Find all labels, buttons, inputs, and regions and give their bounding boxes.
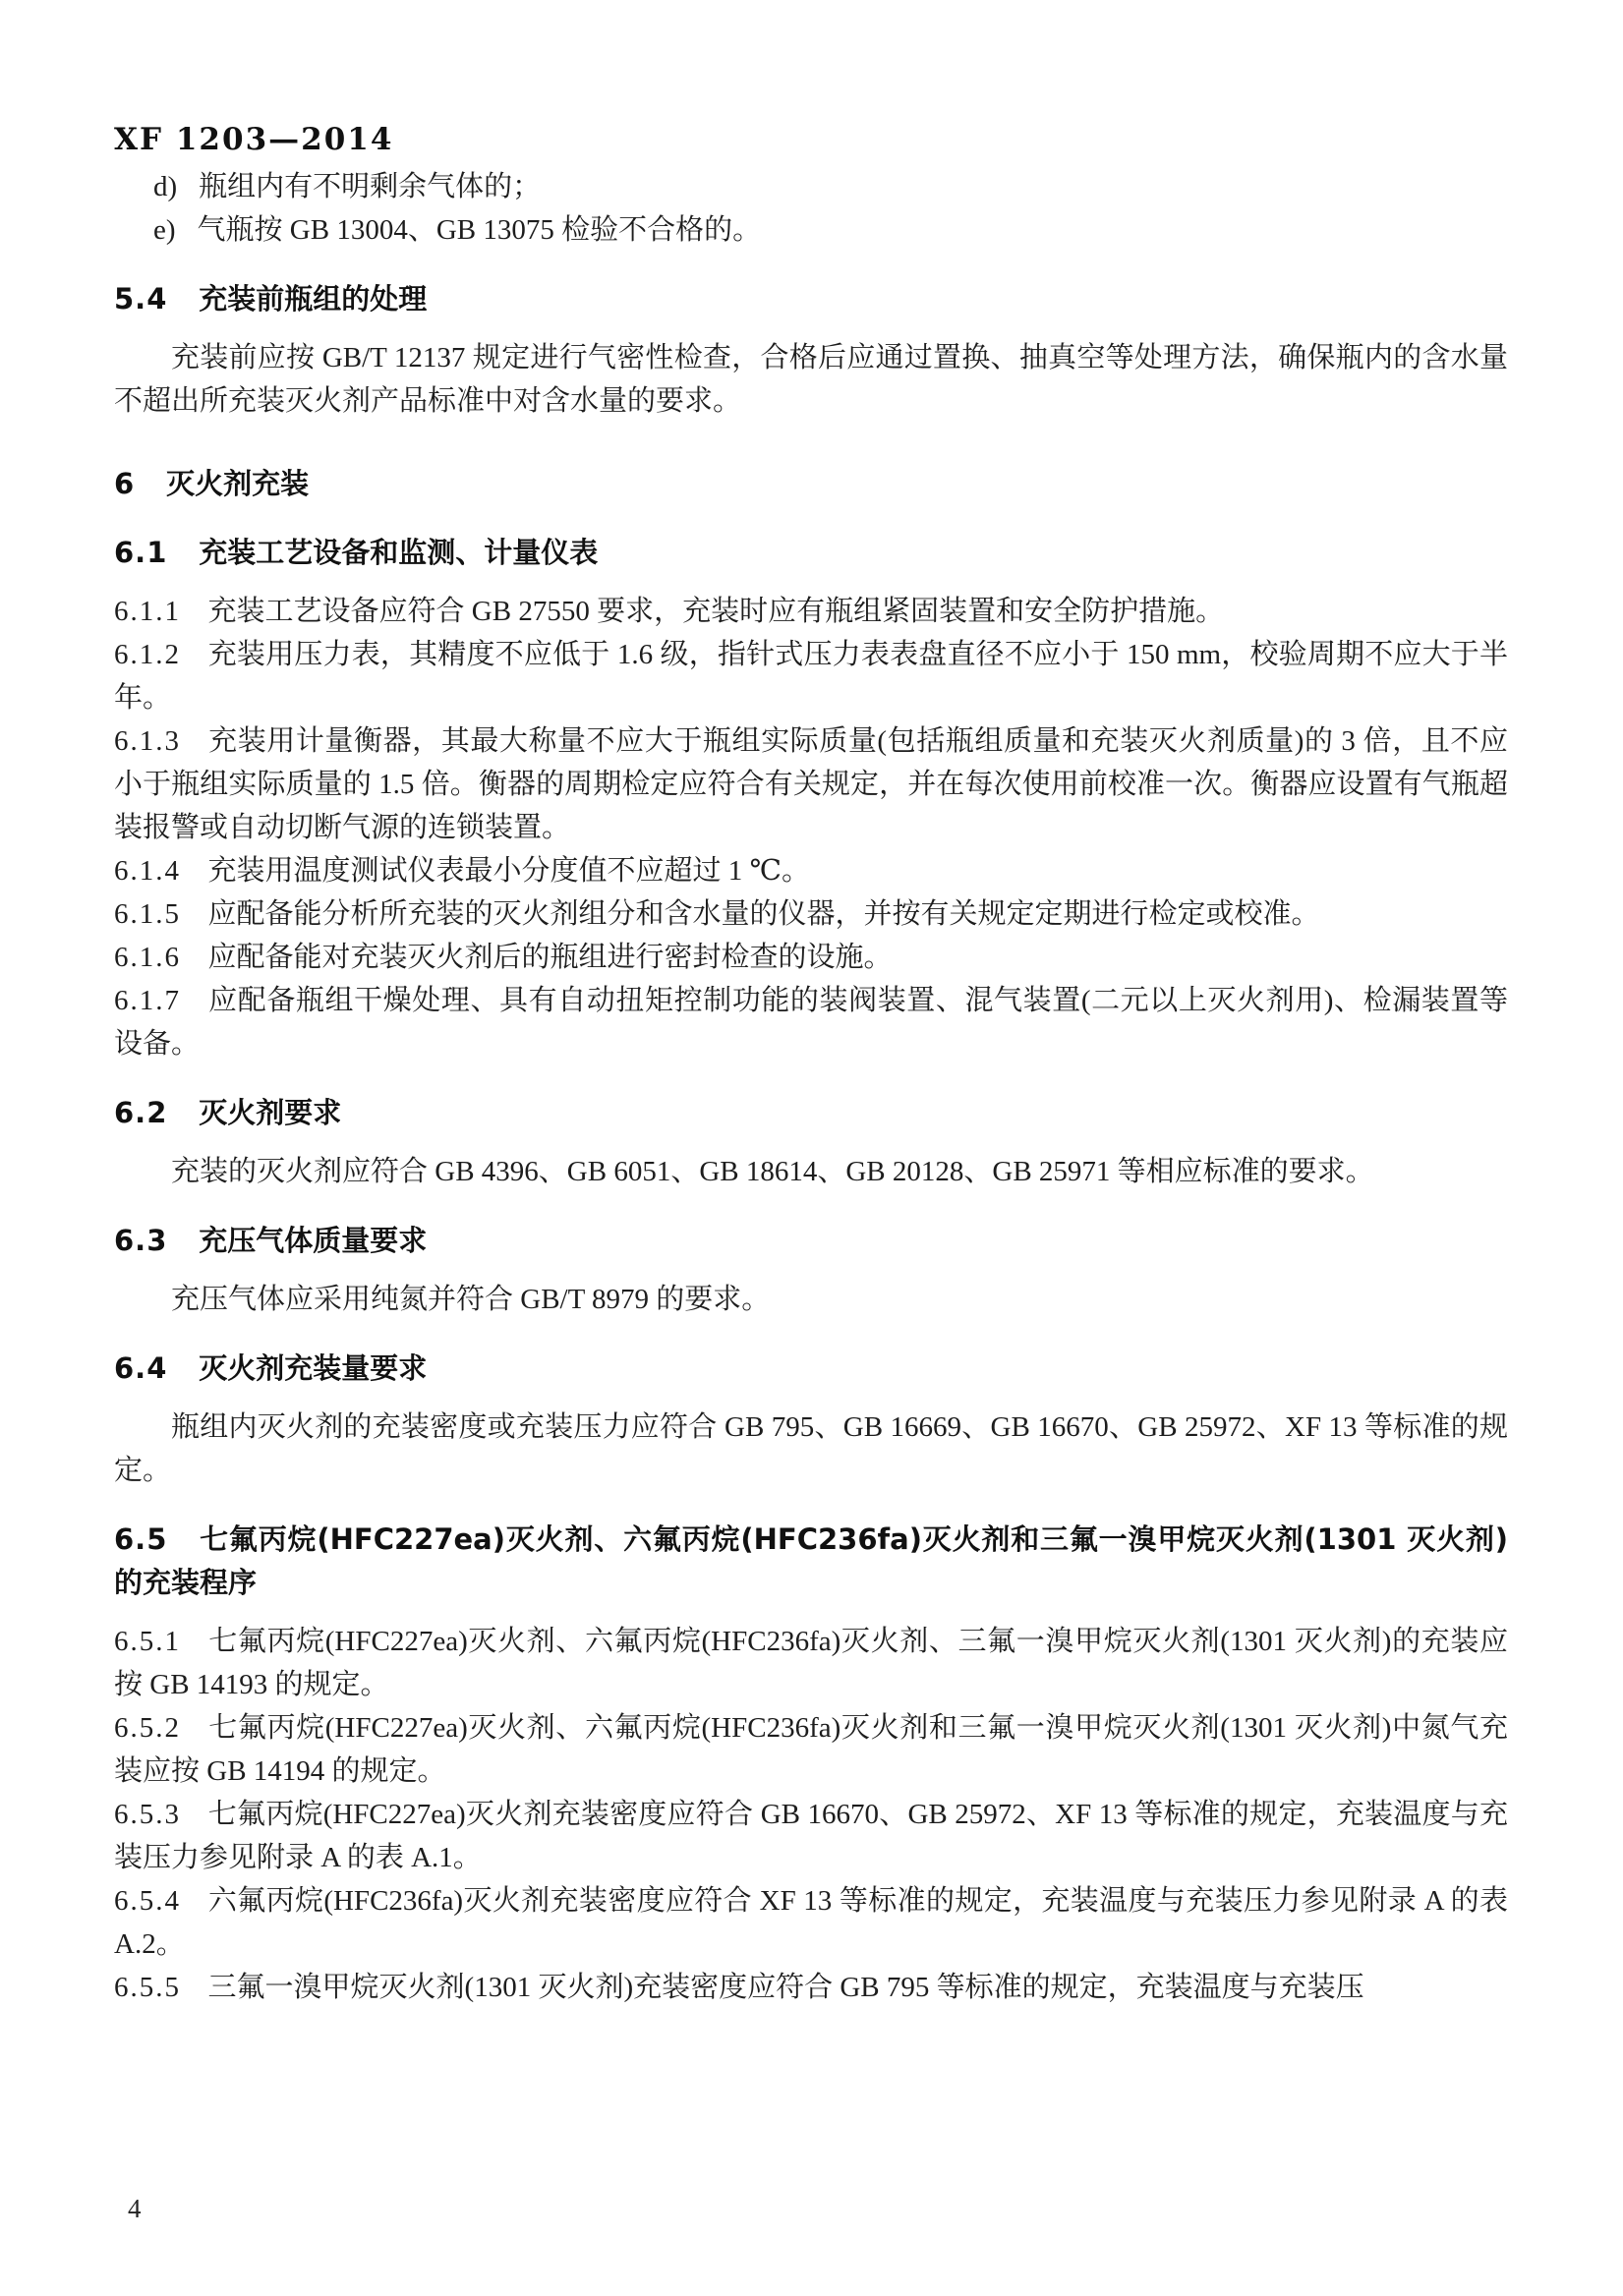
clause-text: 七氟丙烷(HFC227ea)灭火剂充装密度应符合 GB 16670、GB 25972、XF 13 等标准的规定，充装温度与充装压力参见附录 A 的表 A.1。	[114, 1799, 1508, 1873]
clause-number: 6.5.1	[114, 1626, 181, 1657]
section-title: 灭火剂要求	[199, 1096, 342, 1129]
clause-number: 6.1.6	[114, 942, 181, 973]
clause-number: 6.5.4	[114, 1885, 181, 1917]
section-heading-5-4	[114, 277, 1508, 320]
document-content	[114, 165, 1508, 2009]
section-heading-6-4	[114, 1347, 1508, 1390]
clause-6-1-1	[114, 590, 1508, 633]
section-number: 6.4	[114, 1351, 168, 1385]
clause-text: 应配备能对充装灭火剂后的瓶组进行密封检查的设施。	[207, 942, 893, 973]
section-title: 灭火剂充装	[166, 467, 310, 500]
clause-text: 充装用压力表，其精度不应低于 1.6 级，指针式压力表表盘直径不应小于 150 mm，校验周期不应大于半年。	[114, 639, 1508, 714]
section-title: 灭火剂充装量要求	[199, 1351, 428, 1385]
list-item-label: d)	[153, 171, 178, 202]
clause-6-1-6	[114, 936, 1508, 979]
section-title: 充压气体质量要求	[199, 1224, 428, 1257]
list-item-label: e)	[153, 214, 176, 246]
clause-text: 七氟丙烷(HFC227ea)灭火剂、六氟丙烷(HFC236fa)灭火剂、三氟一溴甲烷灭火剂(1301 灭火剂)的充装应按 GB 14193 的规定。	[114, 1626, 1508, 1700]
section-title: 充装工艺设备和监测、计量仪表	[199, 536, 599, 569]
section-number: 5.4	[114, 282, 168, 316]
clause-6-5-4	[114, 1879, 1508, 1966]
clause-6-5-5	[114, 1966, 1508, 2009]
section-heading-6-5	[114, 1518, 1508, 1604]
list-item-e	[114, 208, 1508, 252]
document-header	[114, 122, 393, 157]
clause-6-1-3	[114, 719, 1508, 849]
section-number: 6.3	[114, 1224, 168, 1257]
section-heading-6-1	[114, 531, 1508, 574]
clause-6-1-4	[114, 849, 1508, 892]
clause-text: 应配备能分析所充装的灭火剂组分和含水量的仪器，并按有关规定定期进行检定或校准。	[207, 898, 1320, 930]
clause-text: 七氟丙烷(HFC227ea)灭火剂、六氟丙烷(HFC236fa)灭火剂和三氟一溴甲烷灭火剂(1301 灭火剂)中氮气充装应按 GB 14194 的规定。	[114, 1712, 1508, 1787]
clause-number: 6.5.3	[114, 1799, 181, 1830]
section-number: 6.5	[114, 1522, 168, 1556]
section-heading-6	[114, 462, 1508, 505]
clause-number: 6.1.7	[114, 985, 181, 1016]
clause-number: 6.1.1	[114, 596, 181, 627]
clause-text: 充装用温度测试仪表最小分度值不应超过 1 ℃。	[207, 855, 810, 887]
clause-number: 6.1.4	[114, 855, 181, 887]
paragraph-5-4: 充装前应按 GB/T 12137 规定进行气密性检查，合格后应通过置换、抽真空等处理方法，确保瓶内的含水量不超出所充装灭火剂产品标准中对含水量的要求。	[114, 342, 1508, 417]
list-item-text: 气瓶按 GB 13004、GB 13075 检验不合格的。	[197, 214, 762, 246]
paragraph-6-4: 瓶组内灭火剂的充装密度或充装压力应符合 GB 795、GB 16669、GB 16670、GB 25972、XF 13 等标准的规定。	[114, 1411, 1508, 1486]
clause-text: 应配备瓶组干燥处理、具有自动扭矩控制功能的装阀装置、混气装置(二元以上灭火剂用)、检漏装置等设备。	[114, 985, 1508, 1060]
section-title: 充装前瓶组的处理	[199, 282, 428, 316]
clause-number: 6.1.3	[114, 725, 181, 757]
clause-6-1-2	[114, 633, 1508, 719]
clause-6-1-7	[114, 979, 1508, 1065]
clause-number: 6.1.2	[114, 639, 181, 670]
page-number: 4	[128, 2194, 142, 2223]
clause-text: 六氟丙烷(HFC236fa)灭火剂充装密度应符合 XF 13 等标准的规定，充装温度与充装压力参见附录 A 的表 A.2。	[114, 1885, 1508, 1960]
clause-6-5-3	[114, 1793, 1508, 1879]
paragraph-6-3: 充压气体应采用纯氮并符合 GB/T 8979 的要求。	[171, 1284, 771, 1315]
clause-text: 充装用计量衡器，其最大称量不应大于瓶组实际质量(包括瓶组质量和充装灭火剂质量)的 3 倍，且不应小于瓶组实际质量的 1.5 倍。衡器的周期检定应符合有关规定，并在每次使用前校准一次。衡器应设置有气瓶超装报警或自动切断气源的连锁装置。	[114, 725, 1508, 843]
clause-number: 6.5.2	[114, 1712, 181, 1744]
clause-6-5-1	[114, 1620, 1508, 1706]
clause-number: 6.5.5	[114, 1972, 181, 2003]
clause-text: 三氟一溴甲烷灭火剂(1301 灭火剂)充装密度应符合 GB 795 等标准的规定，充装温度与充装压	[207, 1972, 1364, 2003]
paragraph-6-2: 充装的灭火剂应符合 GB 4396、GB 6051、GB 18614、GB 20128、GB 25971 等相应标准的要求。	[171, 1156, 1374, 1187]
section-heading-6-2	[114, 1091, 1508, 1134]
standard-number: XF 1203—2014	[114, 122, 394, 157]
list-item-text: 瓶组内有不明剩余气体的；	[199, 171, 542, 202]
clause-text: 充装工艺设备应符合 GB 27550 要求，充装时应有瓶组紧固装置和安全防护措施。	[207, 596, 1225, 627]
section-title: 七氟丙烷(HFC227ea)灭火剂、六氟丙烷(HFC236fa)灭火剂和三氟一溴甲烷灭火剂(1301 灭火剂)的充装程序	[114, 1522, 1508, 1599]
section-heading-6-3	[114, 1219, 1508, 1262]
section-number: 6.2	[114, 1096, 168, 1129]
section-number: 6.1	[114, 536, 168, 569]
list-item-d	[114, 165, 1508, 208]
clause-6-1-5	[114, 892, 1508, 936]
section-number: 6	[114, 467, 136, 500]
clause-6-5-2	[114, 1706, 1508, 1793]
clause-number: 6.1.5	[114, 898, 181, 930]
